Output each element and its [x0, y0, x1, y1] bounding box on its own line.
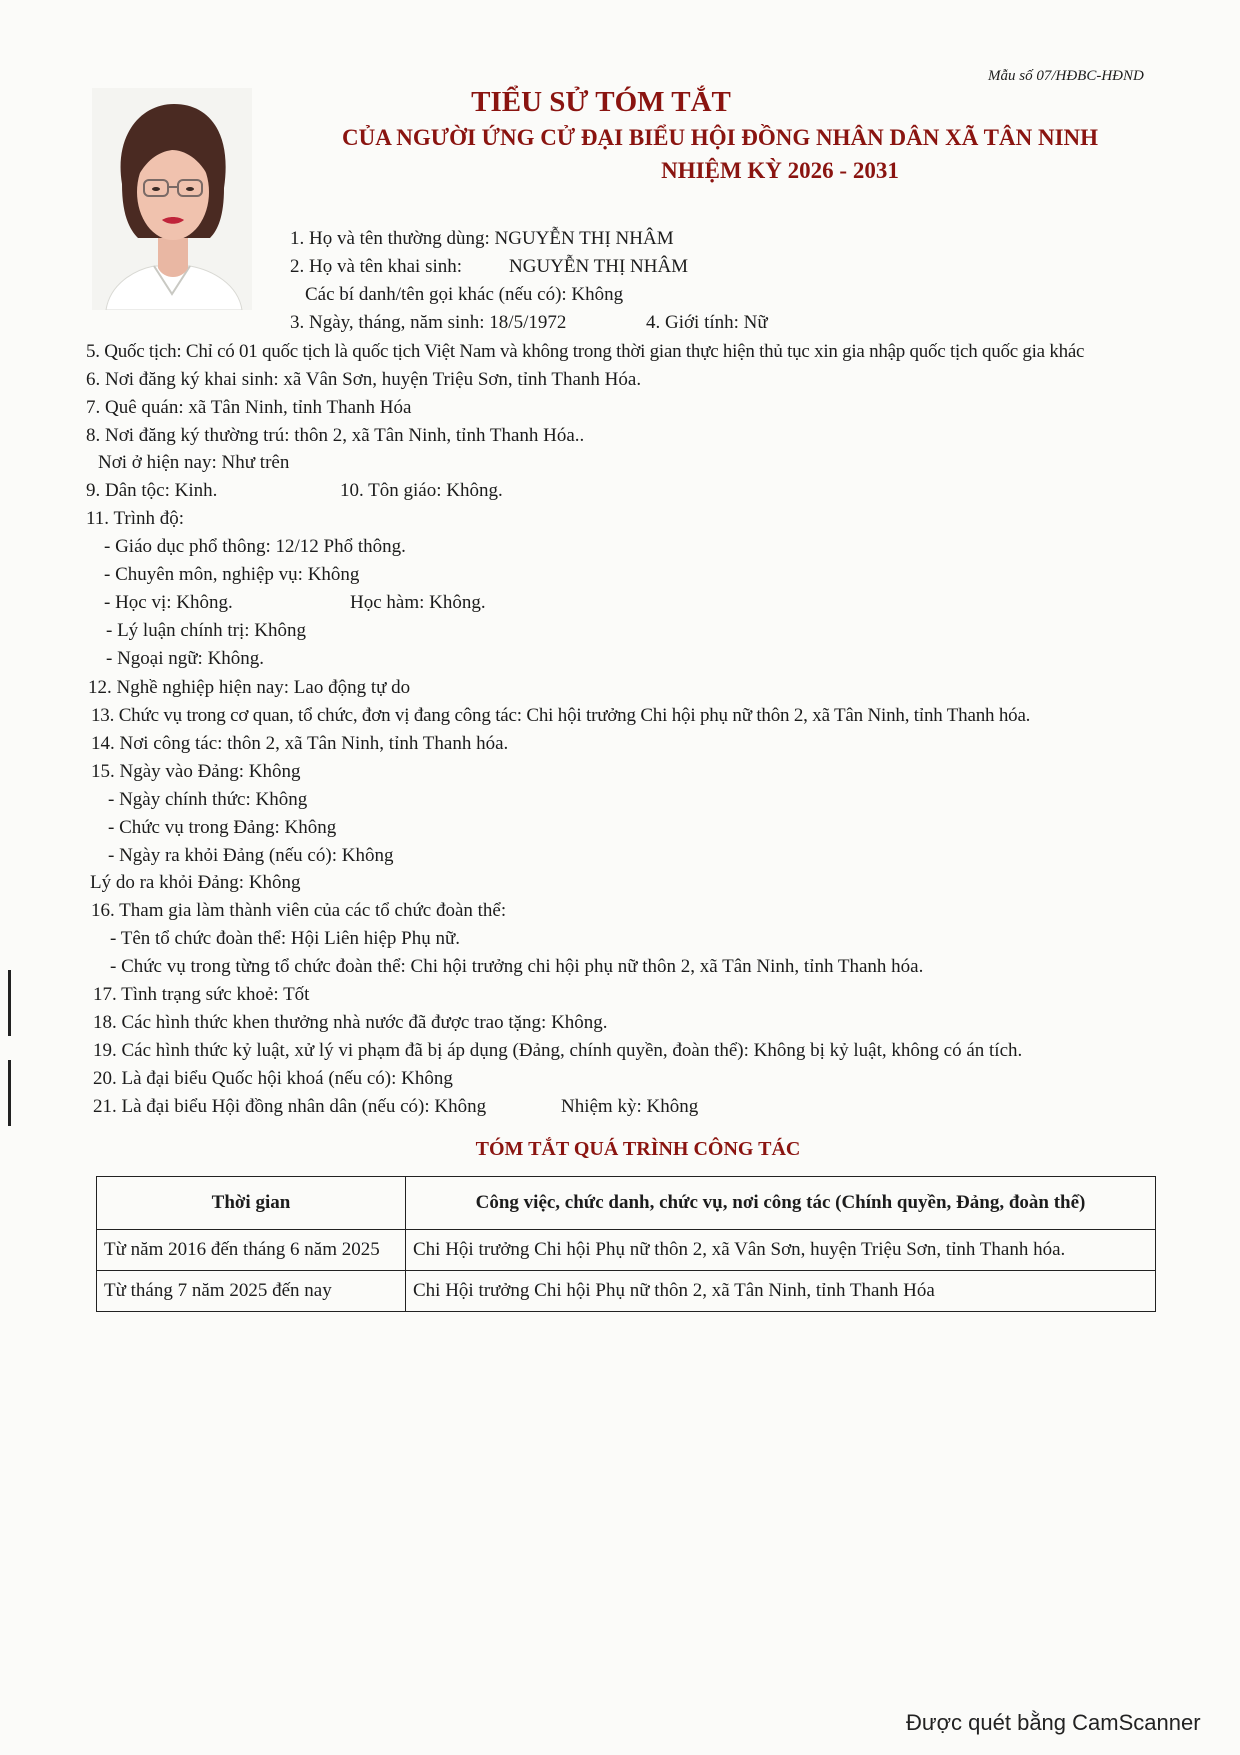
line-7-hometown: 7. Quê quán: xã Tân Ninh, tỉnh Thanh Hóa — [86, 397, 412, 418]
line-3-birth-date: 3. Ngày, tháng, năm sinh: 18/5/1972 — [290, 312, 567, 333]
line-1-common-name: 1. Họ và tên thường dùng: NGUYỄN THỊ NHÂM — [290, 228, 674, 249]
document-title-text: TIỂU SỬ TÓM TẮT — [471, 86, 731, 118]
line-10-religion: 10. Tôn giáo: Không. — [340, 480, 503, 501]
line-11-professional: - Chuyên môn, nghiệp vụ: Không — [104, 564, 360, 585]
line-4-gender: 4. Giới tính: Nữ — [646, 312, 768, 333]
career-section-title-text: TÓM TẮT QUÁ TRÌNH CÔNG TÁC — [475, 1138, 801, 1160]
row-2-time: Từ tháng 7 năm 2025 đến nay — [97, 1271, 406, 1312]
career-table-header-row — [97, 1177, 1156, 1230]
line-5-nationality: 5. Quốc tịch: Chỉ có 01 quốc tịch là quốc tịch Việt Nam và không trong thời gian thực hiện thủ tục xin gia nhập quốc tịch quốc gia khác — [86, 341, 1085, 362]
line-18-awards: 18. Các hình thức khen thưởng nhà nước đã được trao tặng: Không. — [93, 1012, 608, 1033]
line-20-national-assembly: 20. Là đại biểu Quốc hội khoá (nếu có): Không — [93, 1068, 453, 1089]
line-2-birth-name-value: NGUYỄN THỊ NHÂM — [509, 256, 689, 277]
table-row — [97, 1230, 1156, 1271]
line-15-party-join-date: 15. Ngày vào Đảng: Không — [91, 761, 301, 782]
line-15-party-exit-reason: Lý do ra khỏi Đảng: Không — [90, 872, 301, 893]
line-11-degree: - Học vị: Không. — [104, 592, 233, 613]
portrait-photo-icon — [92, 88, 252, 310]
line-15-official-date: - Ngày chính thức: Không — [108, 789, 308, 810]
line-11-academic-title: Học hàm: Không. — [350, 592, 486, 613]
scan-edge-mark — [8, 1060, 11, 1126]
line-9-ethnicity: 9. Dân tộc: Kinh. — [86, 480, 218, 501]
line-16-organization-position: - Chức vụ trong từng tổ chức đoàn thể: Chi hội trưởng chi hội phụ nữ thôn 2, xã Tân Ninh, tỉnh Thanh hóa. — [110, 956, 924, 977]
camscanner-watermark: Được quét bằng CamScanner — [906, 1710, 1201, 1735]
document-subtitle-text: CỦA NGƯỜI ỨNG CỬ ĐẠI BIỂU HỘI ĐỒNG NHÂN DÂN XÃ TÂN NINH — [341, 125, 1099, 150]
line-14-workplace: 14. Nơi công tác: thôn 2, xã Tân Ninh, tỉnh Thanh hóa. — [91, 733, 509, 754]
line-15-party-exit-date: - Ngày ra khỏi Đảng (nếu có): Không — [108, 845, 394, 866]
row-2-job: Chi Hội trưởng Chi hội Phụ nữ thôn 2, xã Tân Ninh, tỉnh Thanh Hóa — [406, 1271, 1156, 1312]
line-11-education: 11. Trình độ: — [86, 508, 185, 529]
header-time: Thời gian — [97, 1177, 406, 1230]
line-11-foreign-language: - Ngoại ngữ: Không. — [106, 648, 265, 669]
line-16-organization-name: - Tên tổ chức đoàn thể: Hội Liên hiệp Phụ nữ. — [110, 928, 461, 949]
line-11-general-education: - Giáo dục phổ thông: 12/12 Phổ thông. — [104, 536, 406, 557]
row-1-time: Từ năm 2016 đến tháng 6 năm 2025 — [97, 1230, 406, 1271]
term-title-text: NHIỆM KỲ 2026 - 2031 — [661, 158, 899, 183]
table-row — [97, 1271, 1156, 1312]
line-21-term: Nhiệm kỳ: Không — [561, 1096, 699, 1117]
line-2-birth-name-label: 2. Họ và tên khai sinh: — [290, 256, 463, 277]
line-11-political-theory: - Lý luận chính trị: Không — [106, 620, 306, 641]
line-6-birth-registration: 6. Nơi đăng ký khai sinh: xã Vân Sơn, huyện Triệu Sơn, tỉnh Thanh Hóa. — [86, 369, 642, 390]
portrait-photo — [92, 88, 252, 310]
line-16-organizations: 16. Tham gia làm thành viên của các tổ chức đoàn thể: — [91, 900, 507, 921]
row-1-job: Chi Hội trưởng Chi hội Phụ nữ thôn 2, xã Vân Sơn, huyện Triệu Sơn, tỉnh Thanh hóa. — [406, 1230, 1156, 1271]
career-table — [96, 1176, 1156, 1312]
line-15-party-position: - Chức vụ trong Đảng: Không — [108, 817, 337, 838]
header-job: Công việc, chức danh, chức vụ, nơi công tác (Chính quyền, Đảng, đoàn thể) — [406, 1177, 1156, 1230]
line-8-current-residence: Nơi ở hiện nay: Như trên — [98, 452, 290, 473]
line-17-health: 17. Tình trạng sức khoẻ: Tốt — [93, 984, 310, 1005]
line-19-discipline: 19. Các hình thức kỷ luật, xử lý vi phạm đã bị áp dụng (Đảng, chính quyền, đoàn thể): Không bị kỷ luật, không có án tích. — [93, 1040, 1023, 1061]
line-8-permanent-residence: 8. Nơi đăng ký thường trú: thôn 2, xã Tân Ninh, tỉnh Thanh Hóa.. — [86, 425, 585, 446]
line-2-aliases: Các bí danh/tên gọi khác (nếu có): Không — [305, 284, 624, 305]
line-12-occupation: 12. Nghề nghiệp hiện nay: Lao động tự do — [88, 677, 411, 698]
line-21-peoples-council: 21. Là đại biểu Hội đồng nhân dân (nếu có): Không — [93, 1096, 487, 1117]
career-section-title — [0, 1138, 1240, 1161]
line-13-position: 13. Chức vụ trong cơ quan, tổ chức, đơn vị đang công tác: Chi hội trưởng Chi hội phụ nữ thôn 2, xã Tân Ninh, tỉnh Thanh hóa. — [91, 705, 1031, 726]
form-code: Mẫu số 07/HĐBC-HĐND — [988, 68, 1144, 84]
scan-edge-mark — [8, 970, 11, 1036]
